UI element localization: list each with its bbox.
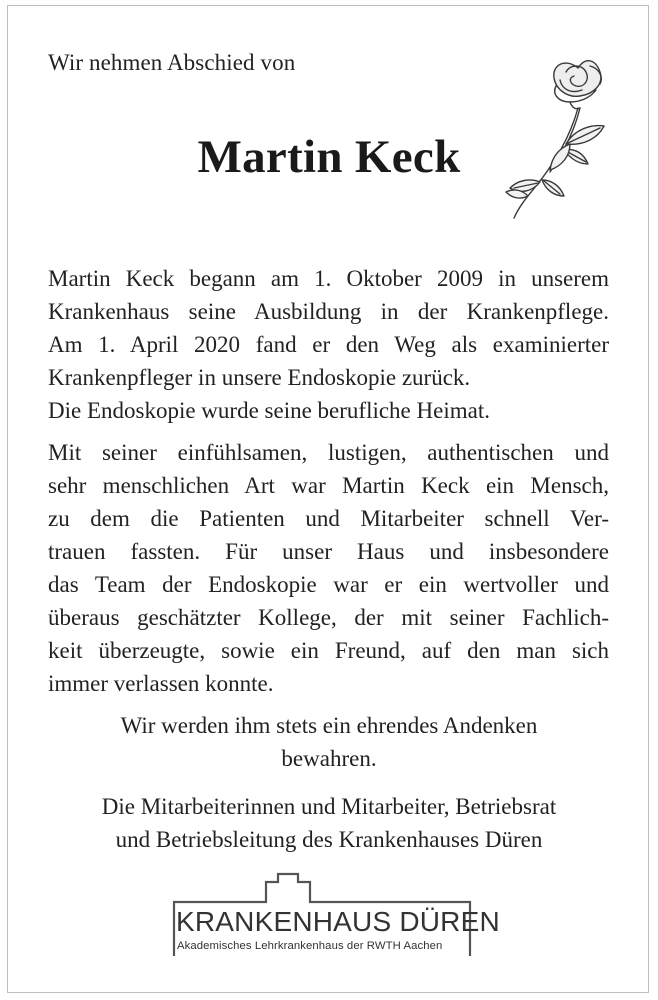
logo-title: KRANKENHAUS DÜREN: [176, 906, 500, 937]
signature-line: und Betriebsleitung des Krankenhauses Düren: [115, 827, 543, 852]
paragraph-line: Krankenhaus seine Ausbildung in der Krankenpflege.: [48, 299, 609, 324]
intro-text: Wir nehmen Abschied von: [48, 50, 296, 75]
paragraph-line: Die Endoskopie wurde seine berufliche Heimat.: [48, 398, 490, 423]
paragraph-line: zu dem die Patienten und Mitarbeiter schnell Ver-: [48, 506, 609, 531]
closing-line: Wir werden ihm stets ein ehrendes Andenken: [120, 713, 538, 738]
rose-icon: [500, 50, 630, 225]
paragraph-line: immer verlassen konnte.: [48, 671, 274, 696]
paragraph-tribute: [48, 436, 609, 700]
paragraph-line: sehr menschlichen Art war Martin Keck ein Mensch,: [48, 473, 609, 498]
paragraph-line: das Team der Endoskopie war er ein wertvoller und: [48, 572, 609, 597]
paragraph-line: Mit seiner einfühlsamen, lustigen, authentischen und: [48, 440, 609, 465]
paragraph-line: Am 1. April 2020 fand er den Weg als examinierter: [48, 332, 609, 357]
deceased-name: Martin Keck: [197, 131, 461, 183]
paragraph-line: trauen fassten. Für unser Haus und insbesondere: [48, 539, 609, 564]
logo-subtitle: Akademisches Lehrkrankenhaus der RWTH Aachen: [177, 940, 443, 952]
paragraph-line: Krankenpfleger in unsere Endoskopie zurück.: [48, 365, 471, 390]
signature-line: Die Mitarbeiterinnen und Mitarbeiter, Betriebsrat: [101, 794, 557, 819]
paragraph-career: [48, 262, 609, 427]
closing-line: bewahren.: [281, 746, 377, 771]
paragraph-line: Martin Keck begann am 1. Oktober 2009 in unserem: [48, 266, 609, 291]
signature-block: [0, 790, 658, 856]
paragraph-line: überaus geschätzter Kollege, der mit seiner Fachlich-: [48, 605, 609, 630]
closing-statement: [0, 709, 658, 775]
paragraph-line: keit überzeugte, sowie ein Freund, auf den man sich: [48, 638, 609, 663]
